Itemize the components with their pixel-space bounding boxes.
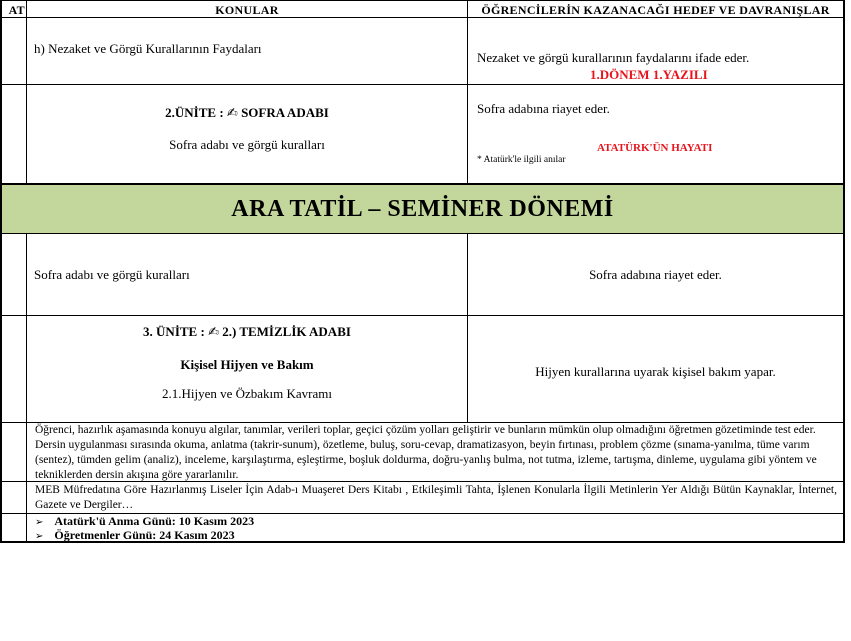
- special-day-text: Atatürk'ü Anma Günü: 10 Kasım 2023: [54, 514, 255, 528]
- goal-cell: [468, 234, 843, 315]
- table-row: [0, 234, 845, 316]
- sources-row: [0, 482, 845, 514]
- topic-text: h) Nezaket ve Görgü Kurallarının Faydaları: [34, 41, 262, 56]
- topic-text: Sofra adabı ve görgü kuralları: [169, 137, 325, 152]
- ataturk-label: ATATÜRK'ÜN HAYATI: [597, 142, 713, 154]
- table-row: [0, 18, 845, 85]
- ataturk-note: * Atatürk'le ilgili anılar: [477, 155, 566, 165]
- goal-cell: [468, 18, 843, 84]
- pen-icon: ✍: [208, 325, 219, 340]
- goal-text: Sofra adabına riayet eder.: [477, 101, 610, 116]
- goal-text: Hijyen kurallarına uyarak kişisel bakım yapar.: [535, 364, 776, 379]
- arrow-bullet-icon: ➢: [35, 517, 44, 528]
- goal-cell: [468, 85, 843, 183]
- special-day-text: Öğretmenler Günü: 24 Kasım 2023: [54, 528, 235, 542]
- list-item: [35, 528, 235, 543]
- sources-text: MEB Müfredatına Göre Hazırlanmış Liseler İçin Adab-ı Muaşeret Ders Kitabı , Etkileşimli Tahta, İşlenen Konularla İlgili Metinlerin Yer Aldığı Bütün Kaynaklar, İnternet, Gazete ve Dergiler…: [35, 484, 837, 511]
- special-days-row: [0, 514, 845, 543]
- topic-cell: [27, 316, 468, 422]
- pen-icon: ✍: [226, 106, 238, 121]
- unit-title: [27, 324, 467, 340]
- arrow-bullet-icon: ➢: [35, 531, 44, 542]
- goal-text: Nezaket ve görgü kurallarının faydalarını ifade eder.: [477, 50, 750, 65]
- week-cell: [2, 234, 27, 315]
- seminar-band: [0, 184, 845, 234]
- week-cell: [2, 85, 27, 183]
- unit-prefix: 2.ÜNİTE :: [165, 105, 227, 120]
- goal-cell: [468, 316, 843, 422]
- unit-title: [27, 105, 467, 121]
- goal-text: Sofra adabına riayet eder.: [589, 267, 722, 282]
- header-col-topics: KONULAR: [27, 1, 468, 17]
- method-row: [0, 423, 845, 482]
- seminar-title: ARA TATİL – SEMİNER DÖNEMİ: [231, 195, 614, 222]
- unit-prefix: 3. ÜNİTE :: [143, 324, 209, 339]
- topic-cell: [27, 85, 468, 183]
- week-cell: [2, 423, 27, 481]
- topic-text: 2.1.Hijyen ve Özbakım Kavramı: [161, 386, 333, 401]
- week-cell: [2, 482, 27, 513]
- header-col-goals: ÖĞRENCİLERİN KAZANACAĞI HEDEF VE DAVRANIŞLAR: [481, 3, 830, 17]
- table-row: [0, 85, 845, 184]
- list-item: [35, 514, 254, 529]
- unit-subtitle: Kişisel Hijyen ve Bakım: [180, 357, 314, 372]
- header-col-week: AT: [2, 1, 27, 17]
- topic-text: Sofra adabı ve görgü kuralları: [34, 267, 190, 282]
- table-header: [0, 0, 845, 18]
- topic-cell: [27, 234, 468, 315]
- week-cell: [2, 316, 27, 422]
- unit-name: 2.) TEMİZLİK ADABI: [218, 324, 351, 339]
- method-text: Öğrenci, hazırlık aşamasında konuyu algılar, tanımlar, verileri toplar, geçici çözüm yolları geliştirir ve bunların mümkün olup olmadığını öğretmen gözetiminde test eder. Dersin uygulanması sırasında okuma, anlatma (takrir-sunum), özetleme, buluş, soru-cevap, dramatizasyon, beyin fırtınası, problem çözme (sınama-yanılma, tüme varım (sentez), tümden gelim (analiz), inceleme, karşılaştırma, eşleştirme, boşluk doldurma, doğru-yanlış bulma, not tutma, izleme, tartışma, dinleme, uygulama gibi yöntem ve tekniklerden dersin akışına göre yararlanılır.: [35, 424, 817, 481]
- week-cell: [2, 18, 27, 84]
- week-cell: [2, 514, 27, 541]
- topic-cell: [27, 18, 468, 84]
- exam-label: 1.DÖNEM 1.YAZILI: [590, 67, 708, 82]
- unit-name: SOFRA ADABI: [237, 105, 329, 120]
- table-row: [0, 316, 845, 423]
